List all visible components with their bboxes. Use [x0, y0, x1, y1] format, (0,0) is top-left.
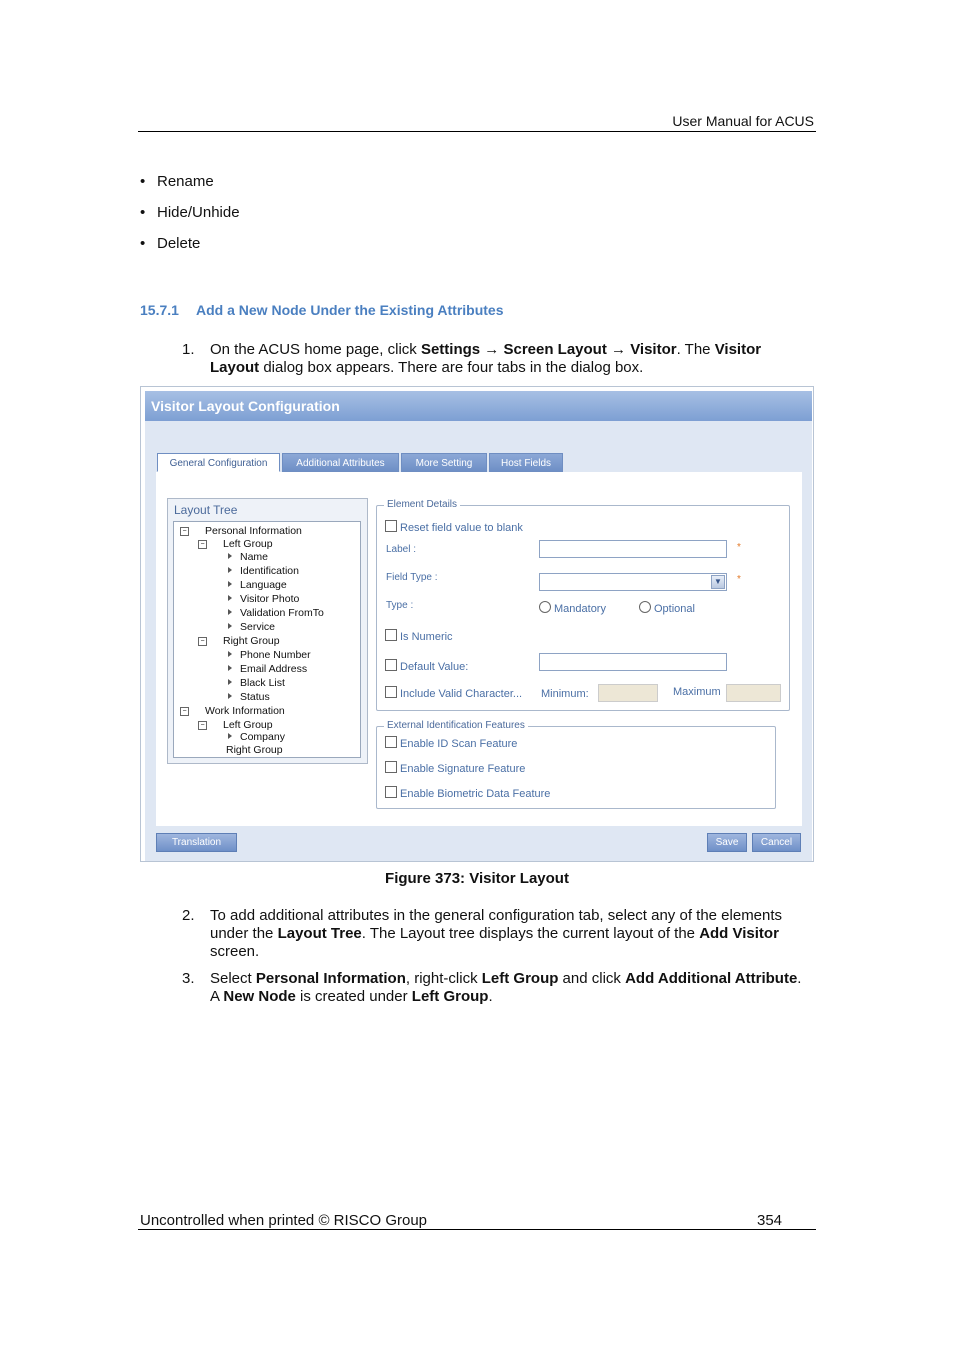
tree-node-label: Left Group [223, 538, 273, 550]
step-1-text: On the ACUS home page, click Settings → Screen Layout → Visitor. The Visitor Layout dialog box appears. There are four tabs in the dialog box. [210, 341, 762, 376]
label-field-label: Label : [386, 544, 417, 555]
tree-node[interactable] [198, 719, 273, 731]
checkbox-icon [385, 736, 397, 748]
default-value-input[interactable] [539, 653, 727, 671]
tab-general-configuration[interactable]: General Configuration [157, 453, 280, 472]
tree-node-label: Service [240, 621, 276, 633]
leaf-arrow-icon [228, 609, 232, 615]
type-label: Type : [386, 600, 414, 611]
maximum-input[interactable] [726, 684, 781, 702]
external-identification-legend: External Identification Features [384, 720, 528, 731]
leaf-arrow-icon [228, 651, 232, 657]
enable-id-scan-checkbox[interactable]: Enable ID Scan Feature [385, 736, 517, 750]
leaf-arrow-icon [228, 693, 232, 699]
dialog-body [145, 421, 812, 861]
checkbox-icon [385, 629, 397, 641]
leaf-arrow-icon [228, 553, 232, 559]
collapse-icon[interactable]: − [198, 721, 207, 730]
minimum-label: Minimum: [541, 688, 589, 700]
leaf-arrow-icon [228, 595, 232, 601]
leaf-arrow-icon [228, 581, 232, 587]
chevron-down-icon: ▼ [711, 575, 725, 589]
section-number: 15.7.1 [140, 302, 179, 318]
tree-node[interactable] [198, 538, 273, 550]
section-heading [140, 302, 504, 318]
tree-node-label: Work Information [205, 705, 285, 717]
leaf-arrow-icon [228, 623, 232, 629]
tree-node-label: Right Group [226, 744, 283, 756]
tree-node-label: Personal Information [205, 525, 302, 537]
checkbox-icon [385, 520, 397, 532]
tab-additional-attributes[interactable]: Additional Attributes [282, 453, 399, 472]
tree-node[interactable] [180, 705, 285, 717]
tree-node-label: Email Address [240, 663, 308, 675]
dialog-title: Visitor Layout Configuration [145, 391, 812, 421]
tree-node[interactable] [228, 649, 311, 661]
reset-field-checkbox[interactable]: Reset field value to blank [385, 520, 523, 534]
checkbox-icon [385, 686, 397, 698]
footer-rule [138, 1229, 816, 1230]
mandatory-radio[interactable]: Mandatory [539, 601, 606, 615]
minimum-input[interactable] [598, 684, 658, 702]
tree-node[interactable] [228, 621, 275, 633]
leaf-arrow-icon [228, 679, 232, 685]
checkbox-icon [385, 786, 397, 798]
default-value-checkbox[interactable]: Default Value: [385, 659, 468, 673]
required-mark: * [737, 542, 741, 553]
tree-node-label: Name [240, 551, 269, 563]
step-3-text: Select Personal Information, right-click Left Group and click Add Additional Attribute. A New Node is created under Left Group. [210, 970, 802, 1005]
enable-biometric-checkbox[interactable]: Enable Biometric Data Feature [385, 786, 550, 800]
section-title: Add a New Node Under the Existing Attributes [196, 302, 504, 318]
tree-node[interactable] [180, 525, 302, 537]
field-type-select[interactable] [539, 573, 727, 591]
cancel-button[interactable]: Cancel [752, 833, 801, 852]
optional-radio[interactable]: Optional [639, 601, 695, 615]
tree-node-label: Validation FromTo [240, 607, 324, 619]
tree-node[interactable] [226, 744, 283, 756]
tab-host-fields[interactable]: Host Fields [489, 453, 563, 472]
tree-node[interactable] [228, 677, 285, 689]
list-item: • Rename [140, 173, 214, 190]
translation-button[interactable]: Translation [156, 833, 237, 852]
tree-node-label: Visitor Photo [240, 593, 300, 605]
general-configuration-panel [156, 472, 802, 826]
header-rule [138, 131, 816, 132]
tree-node[interactable] [228, 593, 299, 605]
tree-node[interactable] [228, 565, 299, 577]
footer-text: Uncontrolled when printed © RISCO Group [140, 1212, 428, 1229]
maximum-label: Maximum [673, 686, 721, 698]
tree-node-label: Left Group [223, 719, 273, 731]
visitor-layout-screenshot [140, 386, 814, 862]
tree-node[interactable] [228, 691, 270, 703]
required-mark: * [737, 574, 741, 585]
label-input[interactable] [539, 540, 727, 558]
tree-node[interactable] [228, 663, 307, 675]
leaf-arrow-icon [228, 567, 232, 573]
is-numeric-checkbox[interactable]: Is Numeric [385, 629, 453, 643]
collapse-icon[interactable]: − [180, 527, 189, 536]
layout-tree-title: Layout Tree [174, 503, 238, 517]
bullet-list [140, 172, 240, 265]
collapse-icon[interactable]: − [198, 540, 207, 549]
step-2-text: To add additional attributes in the general configuration tab, select any of the elements under the Layout Tree. The Layout tree displays the current layout of the Add Visitor screen. [210, 907, 783, 960]
tree-node[interactable] [228, 551, 268, 563]
radio-icon [639, 601, 651, 613]
layout-tree-panel [167, 498, 368, 764]
running-header: User Manual for ACUS [672, 113, 814, 129]
tree-node-label: Identification [240, 565, 299, 577]
leaf-arrow-icon [228, 665, 232, 671]
list-item: • Delete [140, 235, 201, 252]
collapse-icon[interactable]: − [180, 707, 189, 716]
checkbox-icon [385, 659, 397, 671]
external-identification-group [376, 720, 776, 809]
tree-node[interactable] [228, 579, 287, 591]
list-item: • Hide/Unhide [140, 204, 240, 221]
checkbox-icon [385, 761, 397, 773]
tree-node-label: Company [240, 731, 285, 743]
enable-signature-checkbox[interactable]: Enable Signature Feature [385, 761, 525, 775]
tree-node-label: Black List [240, 677, 285, 689]
tree-node[interactable] [198, 635, 280, 647]
element-details-legend: Element Details [384, 499, 460, 510]
figure-caption: Figure 373: Visitor Layout [385, 870, 569, 887]
collapse-icon[interactable]: − [198, 637, 207, 646]
element-details-group [376, 499, 790, 711]
tab-more-setting[interactable]: More Setting [401, 453, 487, 472]
tree-node-label: Phone Number [240, 649, 311, 661]
save-button[interactable]: Save [707, 833, 747, 852]
tree-node[interactable] [228, 607, 324, 619]
tree-node-label: Right Group [223, 635, 280, 647]
leaf-arrow-icon [228, 733, 232, 739]
field-type-label: Field Type : [386, 572, 438, 583]
tree-node-label: Status [240, 691, 270, 703]
include-valid-character-checkbox[interactable]: Include Valid Character... [385, 686, 522, 700]
tree-node-label: Language [240, 579, 287, 591]
layout-tree[interactable] [173, 521, 361, 758]
page-number: 354 [757, 1212, 783, 1229]
tree-node[interactable] [228, 731, 285, 743]
radio-icon [539, 601, 551, 613]
